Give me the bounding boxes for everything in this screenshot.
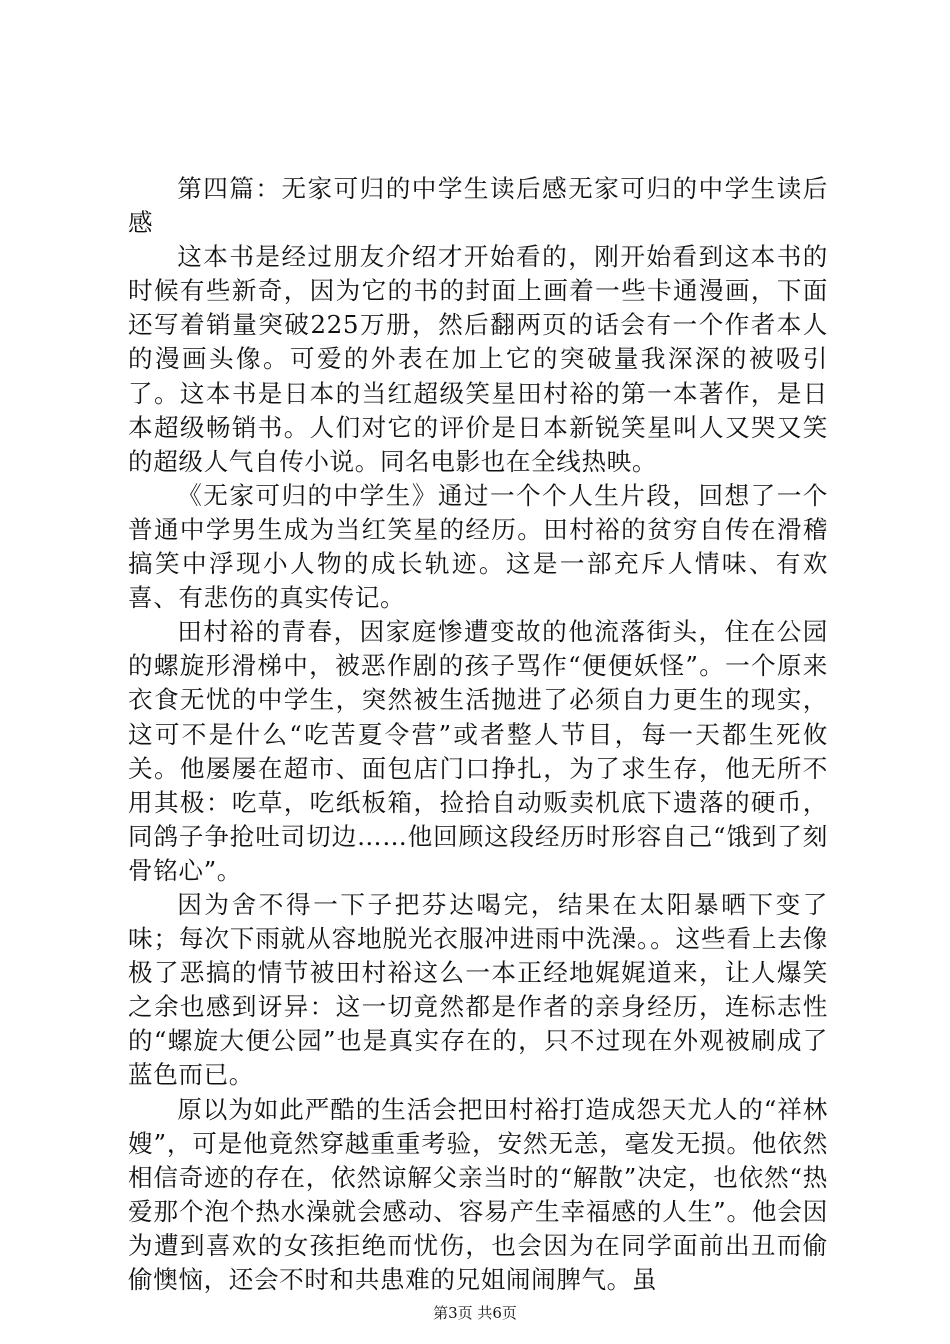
paragraph-4: 因为舍不得一下子把芬达喝完，结果在太阳暴晒下变了味；每次下雨就从容地脱光衣服冲进雨中洗澡。。这些看上去像极了恶搞的情节被田村裕这么一本正经地娓娓道来，让人爆笑之余也感到讶异：这一切竟然都是作者的亲身经历，连标志性的“螺旋大便公园”也是真实存在的，只不过现在外观被刷成了蓝色而已。: [128, 889, 828, 1090]
document-body: [128, 172, 828, 1297]
paragraph-1: 这本书是经过朋友介绍才开始看的，刚开始看到这本书的时候有些新奇，因为它的书的封面上画着一些卡通漫画，下面还写着销量突破225万册，然后翻两页的话会有一个作者本人的漫画头像。可爱的外表在加上它的突破量我深深的被吸引了。这本书是日本的当红超级笑星田村裕的第一本著作，是日本超级畅销书。人们对它的评价是日本新锐笑星叫人又哭又笑的超级人气自传小说。同名电影也在全线热映。: [128, 242, 828, 476]
paragraph-3: 田村裕的青春，因家庭惨遭变故的他流落街头，住在公园的螺旋形滑梯中，被恶作剧的孩子骂作“便便妖怪”。一个原来衣食无忧的中学生，突然被生活抛进了必须自力更生的现实，这可不是什么“吃苦夏令营”或者整人节目，每一天都生死攸关。他屡屡在超市、面包店门口挣扎，为了求生存，他无所不用其极：吃草，吃纸板箱，捡拾自动贩卖机底下遗落的硬币，同鸽子争抢吐司切边……他回顾这段经历时形容自己“饿到了刻骨铭心”。: [128, 617, 828, 885]
page-footer: 第3页 共6页: [433, 1304, 517, 1322]
paragraph-2: 《无家可归的中学生》通过一个个人生片段，回想了一个普通中学男生成为当红笑星的经历。田村裕的贫穷自传在滑稽搞笑中浮现小人物的成长轨迹。这是一部充斥人情味、有欢喜、有悲伤的真实传记。: [128, 480, 828, 613]
paragraph-5: 原以为如此严酷的生活会把田村裕打造成怨天尤人的“祥林嫂”，可是他竟然穿越重重考验，安然无恙，毫发无损。他依然相信奇迹的存在，依然谅解父亲当时的“解散”决定，也依然“热爱那个泡个热水澡就会感动、容易产生幸福感的人生”。他会因为遭到喜欢的女孩拒绝而忧伤，也会因为在同学面前出丑而偷偷懊恼，还会不时和共患难的兄姐闹闹脾气。虽: [128, 1094, 828, 1294]
document-title: 第四篇：无家可归的中学生读后感无家可归的中学生读后感: [128, 174, 828, 238]
